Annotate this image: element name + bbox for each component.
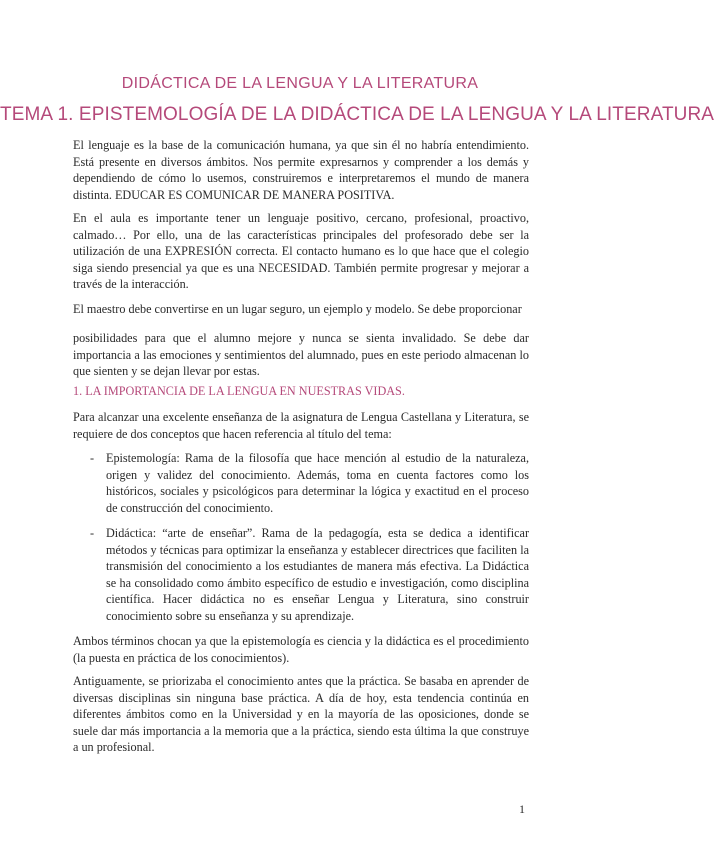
paragraph: [73, 137, 529, 203]
dash-bullet: -: [90, 526, 95, 540]
definition-list: [73, 450, 529, 633]
course-title: DIDÁCTICA DE LA LENGUA Y LA LITERATURA: [121, 75, 479, 92]
paragraph-text: En el aula es importante tener un lenguaje positivo, cercano, profesional, proactivo, calmado… Por ello, una de las características principales del profesorado debe ser la utilización de una EXPRESIÓN correcta. El contacto humano es lo que hace que el colegio siga siendo presencial ya que es una NECESIDAD. También permite progresar y mejorar a través de la interacción.: [73, 211, 529, 291]
section-heading: 1. LA IMPORTANCIA DE LA LENGUA EN NUESTRAS VIDAS.: [73, 384, 405, 398]
paragraph-text: Ambos términos chocan ya que la epistemología es ciencia y la didáctica es el procedimiento (la puesta en práctica de los conocimientos).: [73, 634, 529, 665]
list-item-text: Epistemología: Rama de la filosofía que hace mención al estudio de la naturaleza, origen y validez del conocimiento. Además, toma en cuenta factores como los históricos, sociales y psicológicos para determinar la lógica y exactitud en el proceso de construcción del conocimiento.: [106, 451, 529, 515]
section-intro: [73, 409, 529, 442]
paragraph-text: posibilidades para que el alumno mejore y nunca se sienta invalidado. Se debe dar importancia a las emociones y sentimientos del alumnado, pues en este periodo almacenan lo que sienten y se dejan llevar por estas.: [73, 331, 529, 378]
paragraph-text: Para alcanzar una excelente enseñanza de la asignatura de Lengua Castellana y Literatura, se requiere de dos conceptos que hacen referencia al título del tema:: [73, 410, 529, 441]
page-number: 1: [519, 802, 525, 816]
topic-title: TEMA 1. EPISTEMOLOGÍA DE LA DIDÁCTICA DE LA LENGUA Y LA LITERATURA: [0, 104, 714, 125]
paragraph-text: El maestro debe convertirse en un lugar seguro, un ejemplo y modelo. Se debe proporcionar: [73, 302, 522, 316]
paragraph-text: El lenguaje es la base de la comunicación humana, ya que sin él no habría entendimiento. Está presente en diversos ámbitos. Nos permite expresarnos y comprender a los demás y dependiendo de cómo lo usemos, construiremos e interpretaremos el mundo de manera distinta. EDUCAR ES COMUNICAR DE MANERA POSITIVA.: [73, 138, 529, 202]
list-item-text: Didáctica: “arte de enseñar”. Rama de la pedagogía, esta se dedica a identificar métodos y técnicas para optimizar la enseñanza y establecer directrices que faciliten la transmisión del conocimiento a los estudiantes de manera más efectiva. La Didáctica se ha consolidado como ámbito específico de estudio e investigación, como disciplina científica. Hacer didáctica no es enseñar Lengua y Literatura, sino construir conocimiento sobre su enseñanza y su aprendizaje.: [106, 526, 529, 623]
paragraph: [73, 301, 529, 318]
list-item: [73, 525, 529, 624]
paragraph-text: Antiguamente, se priorizaba el conocimiento antes que la práctica. Se basaba en aprender de diversas disciplinas sin ninguna base práctica. A día de hoy, esta tendencia continúa en diferentes ámbitos como en la Universidad y en la mayoría de las oposiciones, donde se suele dar más importancia a la memoria que a la práctica, siendo esta última la que construye a un profesional.: [73, 674, 529, 754]
paragraph: [73, 673, 529, 756]
paragraph: [73, 633, 529, 666]
dash-bullet: -: [90, 451, 95, 465]
list-item: [73, 450, 529, 516]
paragraph: [73, 330, 529, 380]
paragraph: [73, 210, 529, 293]
